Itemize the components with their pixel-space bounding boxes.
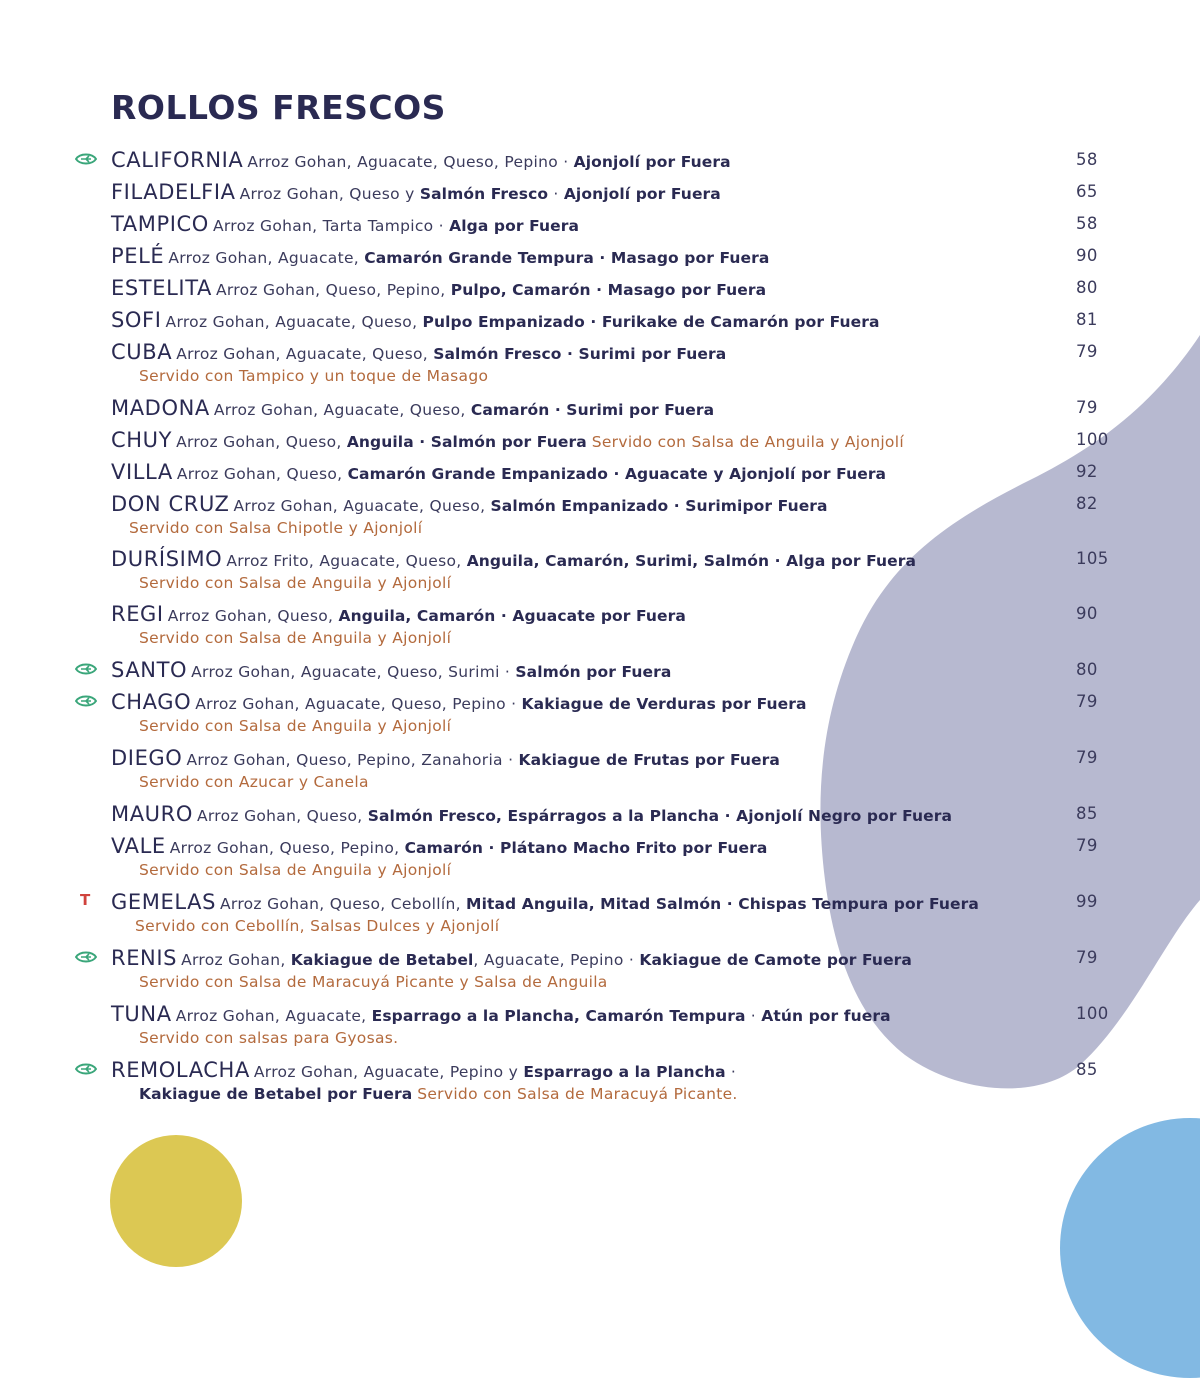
item-description-line xyxy=(111,340,726,366)
item-highlight: Anguila, Camarón · Aguacate por Fuera xyxy=(338,607,686,625)
item-ingredients: Arroz Gohan, Aguacate, xyxy=(168,249,365,267)
item-price: 100 xyxy=(1076,430,1109,449)
item-description-line xyxy=(111,802,952,828)
item-name: REGI xyxy=(111,602,164,626)
item-highlight: Anguila · Salmón por Fuera xyxy=(346,433,587,451)
item-price: 79 xyxy=(1076,692,1098,711)
item-name: DURÍSIMO xyxy=(111,547,223,571)
item-name: DON CRUZ xyxy=(111,492,230,516)
item-description-line xyxy=(111,690,807,716)
item-price: 79 xyxy=(1076,836,1098,855)
item-description-line xyxy=(111,396,714,422)
item-highlight: Camarón · Plátano Macho Frito por Fuera xyxy=(404,839,768,857)
item-served-with: Servido con Salsa de Maracuyá Picante. xyxy=(417,1085,738,1103)
item-second-line xyxy=(139,364,488,388)
item-price: 58 xyxy=(1076,150,1098,169)
item-second-line xyxy=(135,914,499,938)
item-highlight: Mitad Anguila, Mitad Salmón · Chispas Tempura por Fuera xyxy=(466,895,979,913)
item-highlight: Alga por Fuera xyxy=(449,217,580,235)
veggie-leaf-icon xyxy=(75,151,97,167)
item-price: 80 xyxy=(1076,660,1098,679)
item-ingredients: Arroz Gohan, Queso, Pepino, xyxy=(169,839,405,857)
item-name: TUNA xyxy=(111,1002,172,1026)
item-name: ESTELITA xyxy=(111,276,212,300)
item-price: 90 xyxy=(1076,604,1098,623)
item-description-line xyxy=(111,492,828,518)
item-ingredients: Arroz Gohan, Queso, Cebollín, xyxy=(220,895,467,913)
item-price: 81 xyxy=(1076,310,1098,329)
item-ingredients: Arroz Gohan, Aguacate, Pepino y xyxy=(253,1063,524,1081)
item-name: SANTO xyxy=(111,658,188,682)
item-highlight: Camarón Grande Tempura · Masago por Fuera xyxy=(364,249,770,267)
item-second-line xyxy=(139,1026,398,1050)
item-name: RENIS xyxy=(111,946,178,970)
item-description-line xyxy=(111,148,731,174)
item-second-line xyxy=(139,1082,738,1106)
item-description-line xyxy=(111,547,916,573)
item-price: 79 xyxy=(1076,398,1098,417)
item-description-line xyxy=(111,946,912,972)
item-highlight: Salmón Empanizado · Surimipor Fuera xyxy=(490,497,828,515)
item-name: TAMPICO xyxy=(111,212,209,236)
item-ingredients: Arroz Gohan, Aguacate, Queso, xyxy=(165,313,423,331)
item-served-with: Servido con Azucar y Canela xyxy=(139,773,369,791)
item-price: 92 xyxy=(1076,462,1098,481)
item-ingredients: Arroz Gohan, Queso, xyxy=(176,465,348,483)
item-second-line xyxy=(129,516,422,540)
item-name: CUBA xyxy=(111,340,173,364)
item-description-line xyxy=(111,1058,736,1084)
item-highlight: Salmón Fresco, Espárragos a la Plancha · Ajonjolí Negro por Fuera xyxy=(367,807,953,825)
item-name: CHAGO xyxy=(111,690,192,714)
item-served-with: Servido con Tampico y un toque de Masago xyxy=(139,367,489,385)
item-description-line xyxy=(111,180,721,206)
item-description-line xyxy=(111,746,780,772)
item-ingredients-extra: , Aguacate, Pepino · xyxy=(473,951,640,969)
item-description-line xyxy=(111,428,904,454)
item-name: VILLA xyxy=(111,460,173,484)
item-price: 105 xyxy=(1076,549,1109,568)
item-ingredients: Arroz Gohan, Queso, Pepino, Zanahoria · xyxy=(186,751,519,769)
tempura-t-icon: T xyxy=(80,891,91,909)
item-ingredients: Arroz Gohan, Queso, Pepino, xyxy=(215,281,451,299)
item-name: VALE xyxy=(111,834,166,858)
item-ingredients-extra: · xyxy=(548,185,564,203)
veggie-leaf-icon xyxy=(75,661,97,677)
item-highlight: Kakiague de Betabel xyxy=(290,951,474,969)
item-name: MADONA xyxy=(111,396,210,420)
item-highlight: Salmón por Fuera xyxy=(515,663,672,681)
item-ingredients: Arroz Gohan, xyxy=(181,951,291,969)
item-ingredients-extra: · xyxy=(725,1063,737,1081)
item-highlight-extra: Kakiague de Camote por Fuera xyxy=(639,951,912,969)
item-price: 79 xyxy=(1076,748,1098,767)
item-highlight-continued: Kakiague de Betabel por Fuera xyxy=(139,1085,413,1103)
item-price: 80 xyxy=(1076,278,1098,297)
item-ingredients-extra: · xyxy=(745,1007,762,1025)
item-served-with: Servido con Salsa Chipotle y Ajonjolí xyxy=(129,519,423,537)
item-price: 99 xyxy=(1076,892,1098,911)
item-ingredients: Arroz Gohan, Aguacate, Queso, Pepino · xyxy=(195,695,522,713)
item-description-line xyxy=(111,1002,891,1028)
item-served-with: Servido con Cebollín, Salsas Dulces y Ajonjolí xyxy=(135,917,500,935)
item-highlight: Kakiague de Verduras por Fuera xyxy=(521,695,807,713)
item-name: PELÉ xyxy=(111,244,165,268)
item-highlight: Anguila, Camarón, Surimi, Salmón · Alga por Fuera xyxy=(466,552,917,570)
item-price: 58 xyxy=(1076,214,1098,233)
item-ingredients: Arroz Gohan, Aguacate, Queso, xyxy=(213,401,471,419)
item-name: FILADELFIA xyxy=(111,180,236,204)
item-highlight: Ajonjolí por Fuera xyxy=(573,153,731,171)
item-description-line xyxy=(111,212,579,238)
item-price: 90 xyxy=(1076,246,1098,265)
item-highlight: Esparrago a la Plancha, Camarón Tempura xyxy=(371,1007,746,1025)
item-name: GEMELAS xyxy=(111,890,217,914)
item-second-line xyxy=(139,571,451,595)
item-highlight: Pulpo, Camarón · Masago por Fuera xyxy=(450,281,767,299)
item-highlight: Kakiague de Frutas por Fuera xyxy=(518,751,780,769)
item-highlight: Camarón Grande Empanizado · Aguacate y Ajonjolí por Fuera xyxy=(347,465,887,483)
item-name: CHUY xyxy=(111,428,173,452)
item-ingredients: Arroz Gohan, Aguacate, Queso, xyxy=(176,345,434,363)
item-served-with: Servido con Salsa de Anguila y Ajonjolí xyxy=(591,433,904,451)
item-served-with: Servido con Salsa de Anguila y Ajonjolí xyxy=(139,629,452,647)
item-highlight: Camarón · Surimi por Fuera xyxy=(470,401,715,419)
veggie-leaf-icon xyxy=(75,1061,97,1077)
item-description-line xyxy=(111,244,769,270)
item-ingredients: Arroz Gohan, Queso y xyxy=(239,185,420,203)
item-ingredients: Arroz Gohan, Aguacate, Queso, Surimi · xyxy=(191,663,516,681)
item-second-line xyxy=(139,858,451,882)
item-ingredients: Arroz Gohan, Tarta Tampico · xyxy=(212,217,450,235)
item-ingredients: Arroz Gohan, Aguacate, Queso, xyxy=(233,497,491,515)
item-description-line xyxy=(111,890,979,916)
item-served-with: Servido con Salsa de Anguila y Ajonjolí xyxy=(139,574,452,592)
item-price: 82 xyxy=(1076,494,1098,513)
item-highlight-extra: Ajonjolí por Fuera xyxy=(563,185,721,203)
veggie-leaf-icon xyxy=(75,949,97,965)
veggie-leaf-icon xyxy=(75,693,97,709)
item-second-line xyxy=(139,770,369,794)
item-ingredients: Arroz Gohan, Aguacate, Queso, Pepino · xyxy=(247,153,574,171)
item-served-with: Servido con salsas para Gyosas. xyxy=(139,1029,399,1047)
item-highlight: Salmón Fresco · Surimi por Fuera xyxy=(433,345,727,363)
item-price: 79 xyxy=(1076,342,1098,361)
item-name: MAURO xyxy=(111,802,193,826)
item-name: REMOLACHA xyxy=(111,1058,250,1082)
item-name: CALIFORNIA xyxy=(111,148,244,172)
item-second-line xyxy=(139,970,608,994)
item-highlight: Esparrago a la Plancha xyxy=(523,1063,726,1081)
item-second-line xyxy=(139,626,451,650)
item-highlight: Pulpo Empanizado · Furikake de Camarón por Fuera xyxy=(422,313,880,331)
item-served-with: Servido con Salsa de Anguila y Ajonjolí xyxy=(139,717,452,735)
item-description-line xyxy=(111,276,766,302)
decorative-yellow-circle xyxy=(110,1135,242,1267)
item-price: 85 xyxy=(1076,804,1098,823)
item-description-line xyxy=(111,602,686,628)
item-highlight-extra: Atún por fuera xyxy=(761,1007,891,1025)
item-served-with: Servido con Salsa de Anguila y Ajonjolí xyxy=(139,861,452,879)
item-name: DIEGO xyxy=(111,746,183,770)
item-price: 79 xyxy=(1076,948,1098,967)
item-served-with: Servido con Salsa de Maracuyá Picante y Salsa de Anguila xyxy=(139,973,608,991)
item-price: 65 xyxy=(1076,182,1098,201)
item-name: SOFI xyxy=(111,308,162,332)
item-highlight: Salmón Fresco xyxy=(419,185,549,203)
item-price: 100 xyxy=(1076,1004,1109,1023)
item-description-line xyxy=(111,460,886,486)
item-ingredients: Arroz Gohan, Aguacate, xyxy=(175,1007,372,1025)
item-description-line xyxy=(111,308,880,334)
item-description-line xyxy=(111,658,671,684)
item-second-line xyxy=(139,714,451,738)
item-ingredients: Arroz Gohan, Queso, xyxy=(176,433,347,451)
item-price: 85 xyxy=(1076,1060,1098,1079)
item-description-line xyxy=(111,834,767,860)
page-title: ROLLOS FRESCOS xyxy=(111,88,446,127)
item-ingredients: Arroz Gohan, Queso, xyxy=(196,807,368,825)
item-ingredients: Arroz Gohan, Queso, xyxy=(167,607,339,625)
item-ingredients: Arroz Frito, Aguacate, Queso, xyxy=(226,552,467,570)
